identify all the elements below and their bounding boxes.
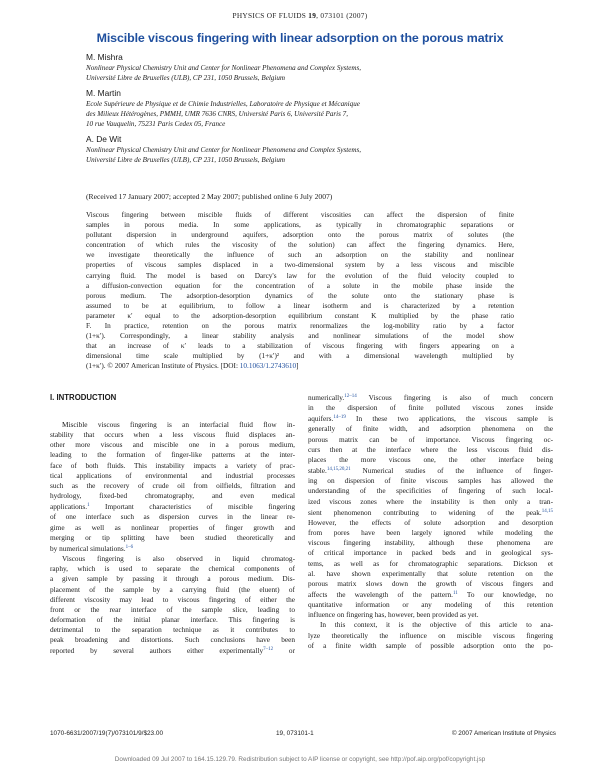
body-text-line: such as the recovery of crude oil from oilfields, filtration and	[50, 480, 295, 490]
body-text-line: tems, as well as for chromatographic separations. Dickson et	[308, 558, 553, 568]
body-text-line: places the more viscous one, the other interface being	[308, 454, 553, 464]
footer-page-number: 19, 073101-1	[276, 730, 314, 737]
author-affiliation	[86, 63, 516, 83]
body-text-line: influence on fingering has, however, been provided as yet.	[308, 610, 479, 620]
abstract-line: (1+κ′). Correspondingly, a linear stability analysis and nonlinear simulations of the model show	[86, 332, 514, 341]
abstract-line: F. In practice, retention on the porous matrix renormalizes the log-mobility ratio by a factor	[86, 322, 514, 331]
affiliation-line: Université Libre de Bruxelles (ULB), CP 231, 1050 Brussels, Belgium	[86, 74, 285, 82]
body-text-line: generally of finite width, and adsorption phenomena on the	[308, 424, 553, 434]
author-entry	[86, 134, 516, 165]
body-text-line: by numerical simulations.$^{1-6}$	[50, 543, 134, 553]
left-column	[50, 420, 295, 657]
doi-link[interactable]: 10.1063/1.2743610	[239, 362, 297, 371]
footer-copyright: © 2007 American Institute of Physics	[451, 730, 556, 737]
abstract-line: a diffusion-convection equation for the concentration of a solute in the mobile phase inside the	[86, 281, 514, 290]
journal-volume: 19	[308, 11, 317, 20]
citation-superscript[interactable]: 1	[87, 503, 90, 509]
affiliation-line: Université Libre de Bruxelles (ULB), CP 231, 1050 Brussels, Belgium	[86, 156, 285, 164]
body-text-line: in the dispersion of finite polluted viscous zones inside	[308, 403, 553, 413]
body-text-line: of one interface such as dispersion curves in the linear re-	[50, 512, 295, 522]
body-text-line: numerically.$^{12-14}$ Viscous fingering is also of much concern	[308, 393, 553, 402]
abstract-line: that an increase of κ′ leads to a stabilization of viscous fingering with fingers appearing on a	[86, 342, 514, 351]
download-notice: Downloaded 09 Jul 2007 to 164.15.129.79. Redistribution subject to AIP license or copyright, see http://pof.aip.org/pof/copyright.jsp	[114, 756, 486, 763]
body-text-line: peak broadening and distortions. Such conclusions have been	[50, 635, 295, 645]
body-text-line: porous matrix slows down the growth of viscous fingers and	[308, 578, 553, 588]
body-text-line: applications.$^1$ Important characteristics of miscible fingering	[50, 502, 295, 512]
body-text-line: placement of the sample by a carrying fluid (the eluent) of	[50, 584, 295, 594]
body-text-line: quantitative information or any modeling of this retention	[308, 600, 553, 610]
abstract-line: concentration of which rules the viscosity of the solution) can affect the fingering dynamics. Here,	[86, 241, 514, 250]
abstract-line: pollutant dispersion in underground aquifers, adsorption onto the porous matrix of solutes (the	[86, 231, 514, 240]
abstract-line: properties of viscous samples displaced in a two-dimensional system by a less viscous and miscible	[86, 261, 514, 270]
body-text-line: reported by several authors either experimentally$^{7-12}$ or	[50, 646, 295, 656]
citation-superscript[interactable]: 11	[452, 590, 458, 596]
received-dates: (Received 17 January 2007; accepted 2 May 2007; published online 6 July 2007)	[86, 192, 333, 201]
body-text-line: porous matrix can be of importance. Viscous fingering oc-	[308, 434, 553, 444]
body-text-line: viscous fingering instability, although these phenomena are	[308, 538, 553, 548]
abstract	[86, 210, 514, 372]
author-block	[86, 52, 516, 170]
citation-superscript[interactable]: 14,15,20,21	[326, 467, 351, 473]
body-text-line: of critical importance in packed beds and in geological sys-	[308, 548, 553, 558]
body-text-line: deformation of the initial planar interface. This fingering is	[50, 614, 295, 624]
body-text-line: stability that occurs when a less viscous fluid displaces an-	[50, 430, 295, 440]
right-column	[308, 392, 553, 651]
citation-superscript[interactable]: 1–6	[125, 544, 134, 550]
journal-name: PHYSICS OF FLUIDS	[232, 11, 307, 20]
citation-superscript[interactable]: 14,15	[541, 508, 553, 514]
abstract-line: dimensional time scale multiplied by (1+κ′)² and with a dimensional wavelength multiplied by	[86, 352, 514, 361]
body-text-line: leading to the formation of finger-like patterns at the inter-	[50, 450, 295, 460]
abstract-line: assumed to be at equilibrium, to follow a linear isotherm and is characterized by a retention	[86, 301, 514, 310]
body-text-line: from pores have been largely ignored while modeling the	[308, 528, 553, 538]
body-text-line: sient phenomenon contributing to widening of the peak.$^{14,15}$	[308, 507, 553, 517]
affiliation-line: Nonlinear Physical Chemistry Unit and Center for Nonlinear Phenomena and Complex Systems,	[86, 64, 362, 72]
body-text-line: lyze theoretically the influence on miscible viscous fingering	[308, 630, 553, 640]
affiliation-line: 10 rue Vauquelin, 75231 Paris Cedex 05, France	[86, 120, 226, 128]
body-text-line: al. have shown experimentally that solute retention on the	[308, 568, 553, 578]
body-text-line: other more viscous and miscible one in a porous medium,	[50, 440, 295, 450]
author-name: M. Mishra	[86, 52, 123, 62]
body-text-line: gime as well as nonlinear properties of finger growth and	[50, 522, 295, 532]
affiliation-line: des Milieux Hétérogènes, PMMH, UMR 7636 CNRS, Université Paris 6, Université Paris 7,	[86, 110, 348, 118]
running-header	[0, 11, 600, 20]
abstract-line: porous medium. The adsorption-desorption dynamics of the solute onto the stationary phase is	[86, 291, 514, 300]
section-heading: I. INTRODUCTION	[50, 393, 117, 402]
body-text-line: front or the rear interface of the sample slice, leading to	[50, 604, 295, 614]
author-name: M. Martin	[86, 88, 121, 98]
affiliation-line: Ecole Supérieure de Physique et de Chimie Industrielles, Laboratoire de Physique et Mécanique	[86, 100, 360, 108]
citation-superscript[interactable]: 14–19	[333, 415, 346, 421]
abstract-line: Viscous fingering between miscible fluids of different viscosities can affect the dispersion of finite	[86, 211, 514, 219]
footer-issn: 1070-6631/2007/19(7)/073101/9/$23.00	[50, 730, 164, 737]
citation-superscript[interactable]: 7–12	[263, 647, 274, 653]
body-text-line: tical applications of environmental and industrial processes	[50, 470, 295, 480]
article-title: Miscible viscous fingering with linear adsorption on the porous matrix	[96, 31, 504, 45]
body-text-line: understanding of the specificities of fingering of such local-	[308, 486, 553, 496]
citation-superscript[interactable]: 12–14	[344, 394, 357, 399]
body-text-line: different viscosity may lead to viscous fingering of either the	[50, 594, 295, 604]
affiliation-line: Nonlinear Physical Chemistry Unit and Center for Nonlinear Phenomena and Complex Systems,	[86, 146, 362, 154]
body-text-line: a given sample by passing it through a porous medium. Dis-	[50, 574, 295, 584]
author-entry	[86, 52, 516, 83]
abstract-line: carrying fluid. The model is based on Darcy's law for the evolution of the fluid velocity coupled to	[86, 271, 514, 280]
body-text-line: In this context, it is the objective of this article to ana-	[320, 620, 553, 630]
abstract-last-line	[86, 361, 514, 371]
journal-ref: , 073101 (2007)	[316, 11, 368, 20]
abstract-copyright: (1+κ′). © 2007 American Institute of Physics. [DOI:	[86, 362, 240, 371]
body-text-line: of a finite width sample of possible adsorption onto the po-	[308, 640, 553, 650]
abstract-line: samples in porous media. In some applications, as typically in chromatographic separations or	[86, 221, 514, 230]
body-text-line: merging or tip splitting have been studied theoretically and	[50, 532, 295, 542]
body-text-line: Viscous fingering is also observed in liquid chromatog-	[62, 554, 295, 564]
author-name: A. De Wit	[86, 134, 122, 144]
body-text-line: However, the effects of solute adsorption and desorption	[308, 517, 553, 527]
body-text-line: hydrology, fixed-bed chromatography, and even medical	[50, 491, 295, 501]
body-text-line: ing on dispersion of finite viscous samples has allowed the	[308, 476, 553, 486]
body-text-line: aquifers.$^{14-19}$ In these two applications, the viscous sample is	[308, 414, 553, 424]
author-entry	[86, 88, 516, 129]
author-affiliation	[86, 145, 516, 165]
body-text-line: detrimental to the separation technique as it contributes to	[50, 625, 295, 635]
body-text-line: raphy, which is used to separate the chemical components of	[50, 564, 295, 574]
body-text-line: curs then at the interface where the less viscous fluid dis-	[308, 444, 553, 454]
body-text-line: Miscible viscous fingering is an interfacial fluid flow in-	[62, 420, 295, 429]
abstract-line: we investigate theoretically the influence of such an adsorption on the stability and nonlinear	[86, 251, 514, 260]
body-text-line: affects the wavelength of the pattern.$^{11}$ To our knowledge, no	[308, 589, 553, 599]
author-affiliation	[86, 99, 516, 129]
body-text-line: ized viscous zones where the instability is then only a tran-	[308, 496, 553, 506]
abstract-bracket: ]	[296, 362, 299, 371]
abstract-line: parameter κ′ equal to the adsorption-desorption equilibrium constant K multiplied by the phase ratio	[86, 311, 514, 320]
body-text-line: face of both fluids. This instability impacts a variety of prac-	[50, 460, 295, 470]
body-text-line: stable.$^{14,15,20,21}$ Numerical studies of the influence of finger-	[308, 466, 553, 476]
